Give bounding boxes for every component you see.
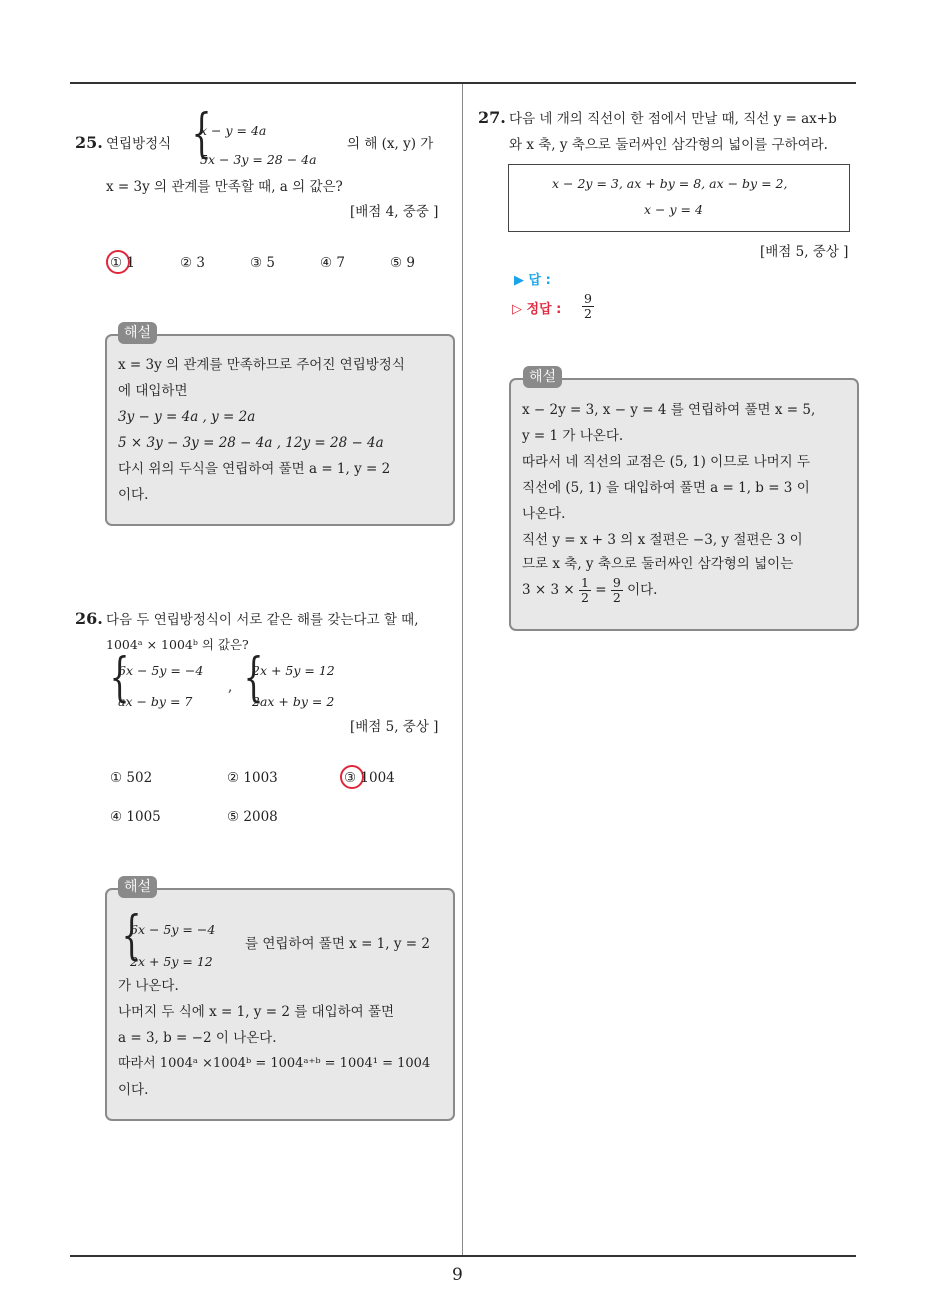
q27-explain-line: 따라서 네 직선의 교점은 (5, 1) 이므로 나머지 두: [522, 454, 811, 470]
q26-sysB-eq1: 2x + 5y = 12: [252, 663, 335, 678]
q25-choice-2[interactable]: ② 3: [180, 255, 205, 271]
q25-brace: {: [191, 104, 212, 164]
q25-eq1: x − y = 4a: [200, 123, 267, 138]
q25-explain-line: 다시 위의 두식을 연립하여 풀면 a = 1, y = 2: [118, 461, 391, 477]
q26-sysA-eq2: ax − by = 7: [118, 694, 193, 709]
q27-explain-line: x − 2y = 3, x − y = 4 를 연립하여 풀면 x = 5,: [522, 402, 816, 418]
q27-last-post: 이다.: [627, 582, 658, 598]
q27-correct-den: 2: [584, 306, 592, 321]
q26-exp-sys-eq2: 2x + 5y = 12: [130, 954, 213, 969]
q27-last-pre: 3 × 3 ×: [522, 582, 575, 598]
q26-explanation-tag: 해설: [118, 876, 157, 898]
q25-choice-1[interactable]: ① 1: [110, 255, 135, 271]
q27-answer-label: ▶ 답 :: [514, 273, 551, 288]
q25-explain-line: 3y − y = 4a , y = 2a: [118, 409, 256, 425]
q27-box-line1: x − 2y = 3, ax + by = 8, ax − by = 2,: [552, 176, 788, 191]
q27-explain-last-line: [522, 572, 657, 608]
q27-explanation-tag: 해설: [523, 366, 562, 388]
q25-number: 25.: [75, 133, 103, 152]
q27-box-line2: x − y = 4: [644, 202, 703, 217]
top-rule: [70, 82, 856, 84]
q26-choice-2[interactable]: ② 1003: [227, 770, 278, 786]
q26-brace-b: {: [243, 648, 264, 708]
q25-choice-5[interactable]: ⑤ 9: [390, 255, 415, 271]
q25-points: [배점 4, 중중 ]: [350, 204, 439, 220]
bottom-rule: [70, 1255, 856, 1257]
q26-choice-4[interactable]: ④ 1005: [110, 809, 161, 825]
q25-lead: 연립방정식: [106, 136, 172, 152]
q27-last-frac2-num: 9: [612, 575, 621, 590]
q26-explain-line: a = 3, b = −2 이 나온다.: [118, 1030, 277, 1046]
q27-points: [배점 5, 중상 ]: [760, 244, 849, 260]
q27-last-frac1-num: 1: [580, 575, 589, 590]
q27-line2: 와 x 축, y 축으로 둘러싸인 삼각형의 넓이를 구하여라.: [509, 137, 828, 153]
q26-exp-sys-tail: 를 연립하여 풀면 x = 1, y = 2: [245, 936, 430, 952]
q27-number: 27.: [478, 108, 506, 127]
q27-explain-line: 므로 x 축, y 축으로 둘러싸인 삼각형의 넓이는: [522, 556, 794, 572]
q26-exp-sys-eq1: 6x − 5y = −4: [130, 922, 216, 937]
q27-explain-line: 직선에 (5, 1) 을 대입하여 풀면 a = 1, b = 3 이: [522, 480, 810, 496]
q25-choice-4[interactable]: ④ 7: [320, 255, 345, 271]
q27-last-frac2-den: 2: [612, 590, 621, 605]
q27-line1: 다음 네 개의 직선이 한 점에서 만날 때, 직선 y = ax+b: [509, 111, 837, 127]
q26-line2: 1004ᵃ × 1004ᵇ 의 값은?: [106, 637, 249, 652]
column-divider: [462, 84, 463, 1256]
q27-explain-line: 직선 y = x + 3 의 x 절편은 −3, y 절편은 3 이: [522, 532, 803, 548]
page-number: 9: [452, 1265, 463, 1285]
q25-explain-line: 이다.: [118, 487, 149, 503]
q25-explain-line: 에 대입하면: [118, 383, 188, 399]
q27-explain-line: y = 1 가 나온다.: [522, 428, 624, 444]
q26-brace-a: {: [109, 648, 130, 708]
q27-explain-line: 나온다.: [522, 506, 566, 522]
q26-sysA-eq1: 6x − 5y = −4: [118, 663, 204, 678]
q26-explain-line: 가 나온다.: [118, 978, 179, 994]
q26-explain-line: 나머지 두 식에 x = 1, y = 2 를 대입하여 풀면: [118, 1004, 395, 1020]
q26-choice-5[interactable]: ⑤ 2008: [227, 809, 278, 825]
q26-comma: ,: [228, 679, 233, 695]
q26-explain-line: 이다.: [118, 1082, 149, 1098]
q25-eq2: 5x − 3y = 28 − 4a: [200, 152, 317, 167]
q26-exp-brace: {: [121, 906, 142, 966]
q26-points: [배점 5, 중상 ]: [350, 719, 439, 735]
q25-line2: x = 3y 의 관계를 만족할 때, a 의 값은?: [106, 179, 343, 195]
q27-correct-label: ▷ 정답 :: [512, 302, 562, 317]
q25-explain-line: 5 × 3y − 3y = 28 − 4a , 12y = 28 − 4a: [118, 435, 384, 451]
q27-last-frac1-den: 2: [580, 590, 589, 605]
q26-sysB-eq2: 2ax + by = 2: [252, 694, 335, 709]
q27-correct-num: 9: [584, 291, 592, 306]
q25-tail: 의 해 (x, y) 가: [347, 136, 434, 152]
q26-choice-1[interactable]: ① 502: [110, 770, 153, 786]
q26-line1: 다음 두 연립방정식이 서로 같은 해를 갖는다고 할 때,: [106, 612, 419, 628]
q25-explain-line: x = 3y 의 관계를 만족하므로 주어진 연립방정식: [118, 357, 405, 373]
q26-explain-line: 따라서 1004ᵃ ×1004ᵇ = 1004ᵃ⁺ᵇ = 1004¹ = 1004: [118, 1056, 431, 1071]
q26-number: 26.: [75, 609, 103, 628]
q27-last-eq: =: [595, 582, 607, 598]
q25-choice-3[interactable]: ③ 5: [250, 255, 275, 271]
q27-correct-fraction: [582, 292, 594, 321]
q26-choice-3[interactable]: ③ 1004: [344, 770, 395, 786]
q25-explanation-tag: 해설: [118, 322, 157, 344]
